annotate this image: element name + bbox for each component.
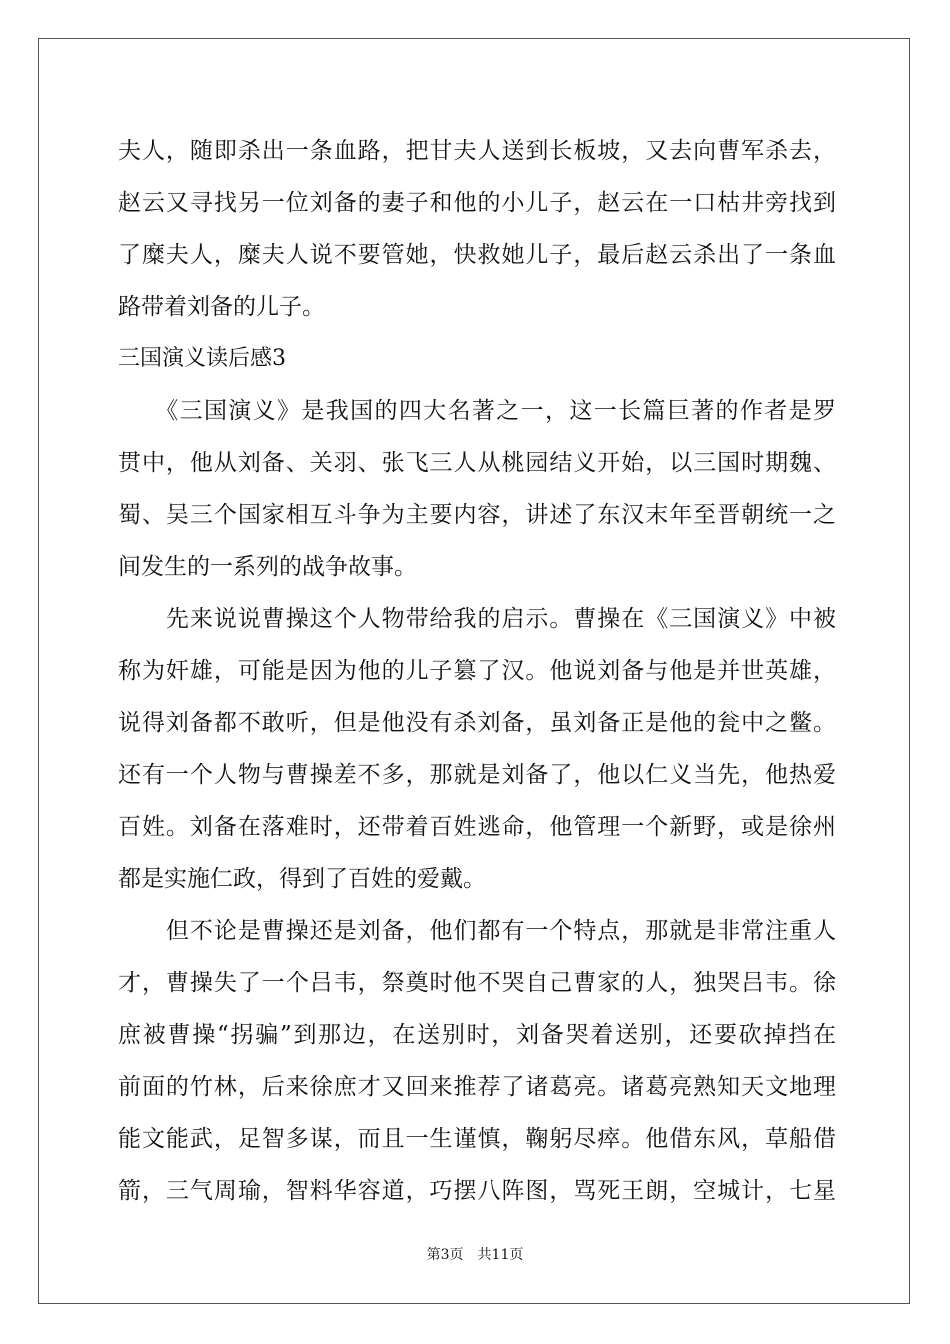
text-line: 路带着刘备的儿子。 (118, 294, 325, 320)
document-body (118, 125, 836, 1217)
text-line: 箭，三气周瑜，智料华容道，巧摆八阵图，骂死王朗，空城计，七星 (118, 1178, 836, 1204)
text-line: 能文能武，足智多谋，而且一生谨慎，鞠躬尽瘁。他借东风，草船借 (118, 1126, 836, 1152)
text-line: 夫人，随即杀出一条血路，把甘夫人送到长板坡，又去向曹军杀去， (118, 138, 836, 164)
text-line: 还有一个人物与曹操差不多，那就是刘备了，他以仁义当先，他热爱 (118, 762, 836, 788)
text-line: 贯中，他从刘备、关羽、张飞三人从桃园结义开始，以三国时期魏、 (118, 450, 836, 476)
text-line: 庶被曹操“拐骗”到那边，在送别时，刘备哭着送别，还要砍掉挡在 (118, 1022, 836, 1048)
text-line: 但不论是曹操还是刘备，他们都有一个特点，那就是非常注重人 (118, 918, 836, 944)
text-line: 了糜夫人，糜夫人说不要管她，快救她儿子，最后赵云杀出了一条血 (118, 242, 836, 268)
text-line: 都是实施仁政，得到了百姓的爱戴。 (118, 866, 486, 892)
text-line: 百姓。刘备在落难时，还带着百姓逃命，他管理一个新野，或是徐州 (118, 814, 836, 840)
section-heading: 三国演义读后感3 (118, 346, 286, 371)
text-line: 前面的竹林，后来徐庶才又回来推荐了诸葛亮。诸葛亮熟知天文地理 (118, 1074, 836, 1100)
text-line: 蜀、吴三个国家相互斗争为主要内容，讲述了东汉末年至晋朝统一之 (118, 502, 836, 528)
text-line: 《三国演义》是我国的四大名著之一，这一长篇巨著的作者是罗 (118, 398, 836, 424)
text-line: 说得刘备都不敢听，但是他没有杀刘备，虽刘备正是他的瓮中之鳖。 (118, 710, 836, 736)
page-number-footer: 第3页 共11页 (426, 1247, 524, 1263)
text-line: 才，曹操失了一个吕韦，祭奠时他不哭自己曹家的人，独哭吕韦。徐 (118, 970, 836, 996)
text-line: 称为奸雄，可能是因为他的儿子篡了汉。他说刘备与他是并世英雄， (118, 658, 836, 684)
text-line: 赵云又寻找另一位刘备的妻子和他的小儿子，赵云在一口枯井旁找到 (118, 190, 836, 216)
text-line: 间发生的一系列的战争故事。 (118, 554, 417, 580)
text-line: 先来说说曹操这个人物带给我的启示。曹操在《三国演义》中被 (118, 606, 836, 632)
